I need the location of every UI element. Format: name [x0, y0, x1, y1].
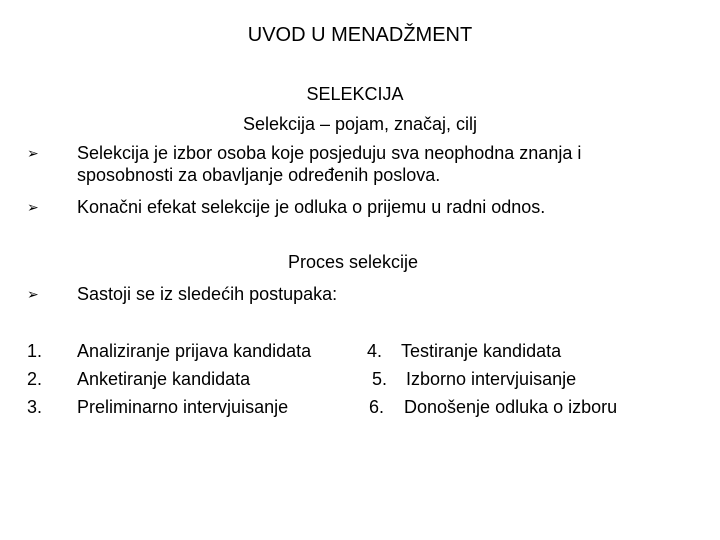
step-text: Testiranje kandidata [401, 341, 562, 361]
step-number: 2. [27, 369, 43, 389]
bullet-arrow-icon: ➢ [27, 199, 39, 215]
step-text: Preliminarno intervjuisanje [77, 397, 289, 417]
step-text: Analiziranje prijava kandidata [77, 341, 312, 361]
section-title: SELEKCIJA [306, 84, 404, 104]
process-title: Proces selekcije [287, 252, 419, 272]
process-bullet-text: Sastoji se iz sledećih postupaka: [77, 284, 338, 304]
step-text: Anketiranje kandidata [77, 369, 251, 389]
step-number: 5. [372, 369, 388, 389]
step-text: Donošenje odluka o izboru [404, 397, 618, 417]
bullet-arrow-icon: ➢ [27, 286, 39, 302]
bullet-text-2: Konačni efekat selekcije je odluka o prijemu u radni odnos. [77, 197, 546, 217]
bullet-arrow-icon: ➢ [27, 145, 39, 161]
step-number: 3. [27, 397, 43, 417]
bullet-text-1-line1: Selekcija je izbor osoba koje posjeduju sva neophodna znanja i [77, 143, 582, 163]
bullet-text-1-line2: sposobnosti za obavljanje određenih poslova. [77, 165, 441, 185]
page-title: UVOD U MENADŽMENT [247, 24, 473, 46]
step-number: 1. [27, 341, 43, 361]
subtitle: Selekcija – pojam, značaj, cilj [242, 114, 478, 134]
step-number: 6. [369, 397, 385, 417]
step-text: Izborno intervjuisanje [406, 369, 577, 389]
step-number: 4. [367, 341, 383, 361]
